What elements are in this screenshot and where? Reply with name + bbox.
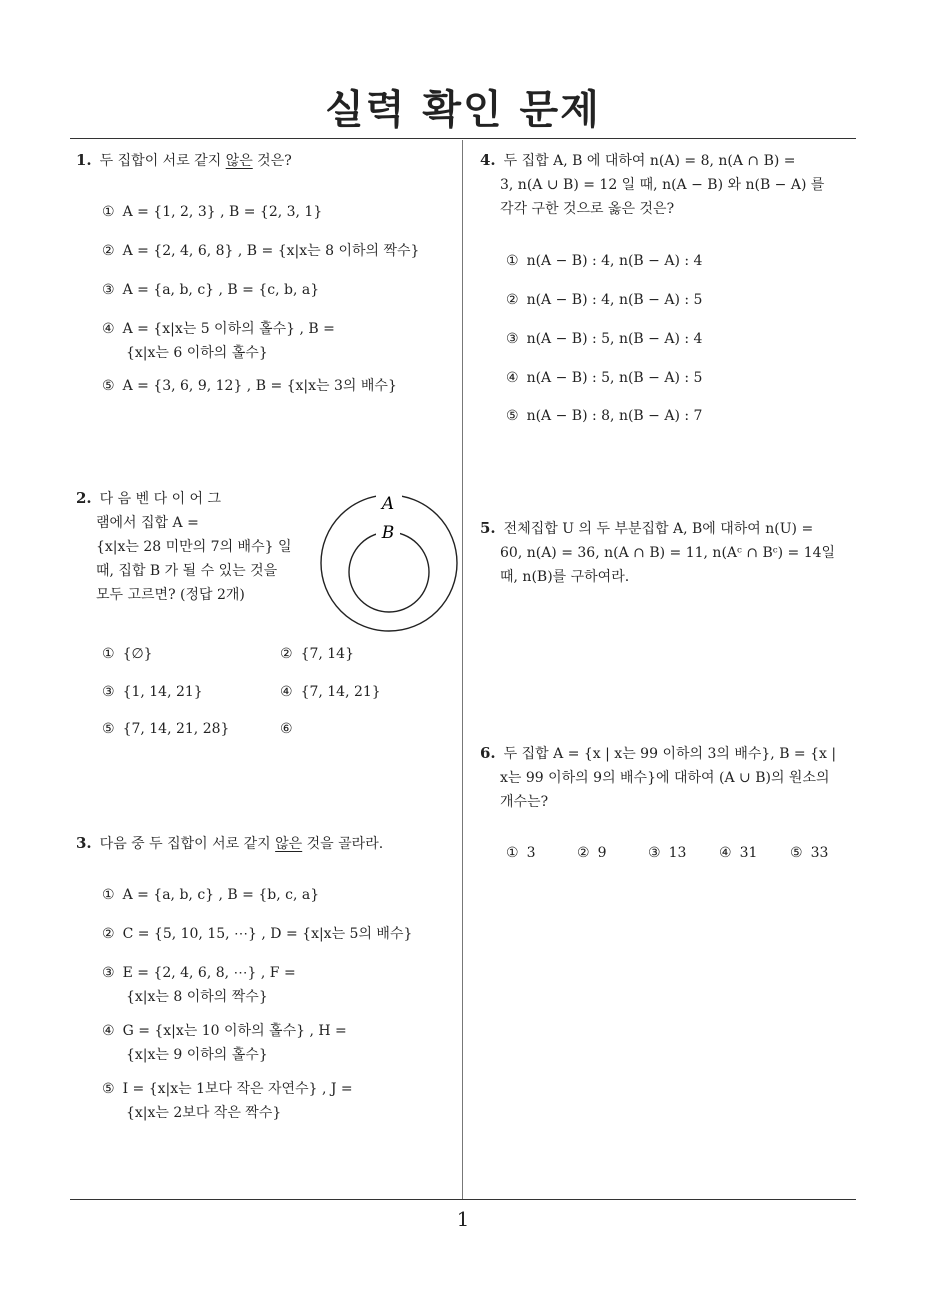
question-stem-line: 때, n(B)를 구하여라. bbox=[500, 569, 630, 585]
question-stem-line: 개수는? bbox=[500, 794, 549, 810]
option-4[interactable]: ④ n(A − B) : 5, n(B − A) : 5 bbox=[506, 370, 703, 386]
question-stem-line: 다 음 벤 다 이 어 그 bbox=[99, 491, 222, 507]
question-stem-line: 램에서 집합 A = bbox=[96, 515, 199, 531]
inner-set-label: B bbox=[381, 523, 395, 543]
question-stem-line: 전체집합 U 의 두 부분집합 A, B에 대하여 n(U) = bbox=[503, 521, 814, 537]
option-1[interactable]: ① A = {a, b, c} , B = {b, c, a} bbox=[102, 887, 320, 903]
top-rule bbox=[70, 138, 856, 139]
option-3[interactable]: ③ {1, 14, 21} bbox=[102, 684, 203, 700]
option-1[interactable]: ① A = {1, 2, 3} , B = {2, 3, 1} bbox=[102, 204, 323, 220]
option-2[interactable]: ② C = {5, 10, 15, ⋯} , D = {x|x는 5의 배수} bbox=[102, 926, 413, 942]
option-5[interactable]: ⑤ {7, 14, 21, 28} bbox=[102, 721, 230, 737]
option-5[interactable]: ⑤ n(A − B) : 8, n(B − A) : 7 bbox=[506, 408, 703, 424]
question-number: 3. bbox=[76, 834, 92, 852]
inner-set-circle bbox=[349, 532, 429, 612]
question-stem-line: 각각 구한 것으로 옳은 것은? bbox=[500, 201, 675, 217]
question-stem-line: x는 99 이하의 9의 배수}에 대하여 (A ∪ B)의 원소의 bbox=[500, 770, 830, 786]
option-2[interactable]: ② A = {2, 4, 6, 8} , B = {x|x는 8 이하의 짝수} bbox=[102, 243, 420, 259]
question-stem-line: 모두 고르면? (정답 2개) bbox=[96, 587, 245, 603]
column-divider bbox=[462, 140, 463, 1200]
page-title: 실력 확인 문제 bbox=[325, 87, 601, 133]
question-number: 5. bbox=[480, 519, 496, 537]
option-1[interactable]: ① n(A − B) : 4, n(B − A) : 4 bbox=[506, 253, 703, 269]
option-3[interactable]: ③ 13 bbox=[648, 845, 687, 861]
question-stem-line: 3, n(A ∪ B) = 12 일 때, n(A − B) 와 n(B − A) 를 bbox=[500, 177, 825, 193]
option-1[interactable]: ① 3 bbox=[506, 845, 536, 861]
question-stem-line: 두 집합 A = {x | x는 99 이하의 3의 배수}, B = {x | bbox=[503, 746, 837, 762]
question-number: 4. bbox=[480, 151, 496, 169]
option-5[interactable]: ⑤ 33 bbox=[790, 845, 829, 861]
question-stem-line: 두 집합 A, B 에 대하여 n(A) = 8, n(A ∩ B) = bbox=[503, 153, 796, 169]
question-stem-line: 60, n(A) = 36, n(A ∩ B) = 11, n(Aᶜ ∩ Bᶜ) = 14일 bbox=[500, 545, 836, 561]
option-4[interactable]: ④ G = {x|x는 10 이하의 홀수} , H = {x|x는 9 이하의 홀수} bbox=[102, 1023, 347, 1063]
option-2[interactable]: ② {7, 14} bbox=[280, 646, 354, 662]
question-stem: 다음 중 두 집합이 서로 같지 않은 것을 골라라. bbox=[99, 836, 384, 852]
question-stem-line: {x|x는 28 미만의 7의 배수} 일 bbox=[96, 539, 292, 555]
question-number: 2. bbox=[76, 489, 92, 507]
option-4[interactable]: ④ A = {x|x는 5 이하의 홀수} , B = {x|x는 6 이하의 홀수} bbox=[102, 321, 335, 361]
outer-set-circle bbox=[321, 495, 457, 631]
option-2[interactable]: ② n(A − B) : 4, n(B − A) : 5 bbox=[506, 292, 703, 308]
page-number: 1 bbox=[456, 1207, 470, 1231]
outer-set-label: A bbox=[381, 494, 395, 514]
option-5[interactable]: ⑤ I = {x|x는 1보다 작은 자연수} , J = {x|x는 2보다 작은 짝수} bbox=[102, 1081, 353, 1121]
option-3[interactable]: ③ A = {a, b, c} , B = {c, b, a} bbox=[102, 282, 320, 298]
question-2 bbox=[76, 486, 316, 607]
venn-diagram bbox=[318, 492, 460, 634]
question-number: 1. bbox=[76, 151, 92, 169]
question-3 bbox=[76, 831, 446, 856]
bottom-rule bbox=[70, 1199, 856, 1200]
question-stem: 두 집합이 서로 같지 않은 것은? bbox=[99, 153, 292, 169]
question-4 bbox=[480, 148, 862, 221]
question-number: 6. bbox=[480, 744, 496, 762]
question-stem-line: 때, 집합 B 가 될 수 있는 것을 bbox=[96, 563, 278, 579]
option-2[interactable]: ② 9 bbox=[577, 845, 607, 861]
option-4[interactable]: ④ {7, 14, 21} bbox=[280, 684, 381, 700]
option-1[interactable]: ① {∅} bbox=[102, 646, 153, 662]
option-4[interactable]: ④ 31 bbox=[719, 845, 758, 861]
option-6[interactable]: ⑥ bbox=[280, 721, 293, 737]
question-1 bbox=[76, 148, 446, 173]
option-3[interactable]: ③ n(A − B) : 5, n(B − A) : 4 bbox=[506, 331, 703, 347]
question-5 bbox=[480, 516, 862, 589]
question-6 bbox=[480, 741, 862, 814]
option-5[interactable]: ⑤ A = {3, 6, 9, 12} , B = {x|x는 3의 배수} bbox=[102, 378, 397, 394]
option-3[interactable]: ③ E = {2, 4, 6, 8, ⋯} , F = {x|x는 8 이하의 짝수} bbox=[102, 965, 296, 1005]
